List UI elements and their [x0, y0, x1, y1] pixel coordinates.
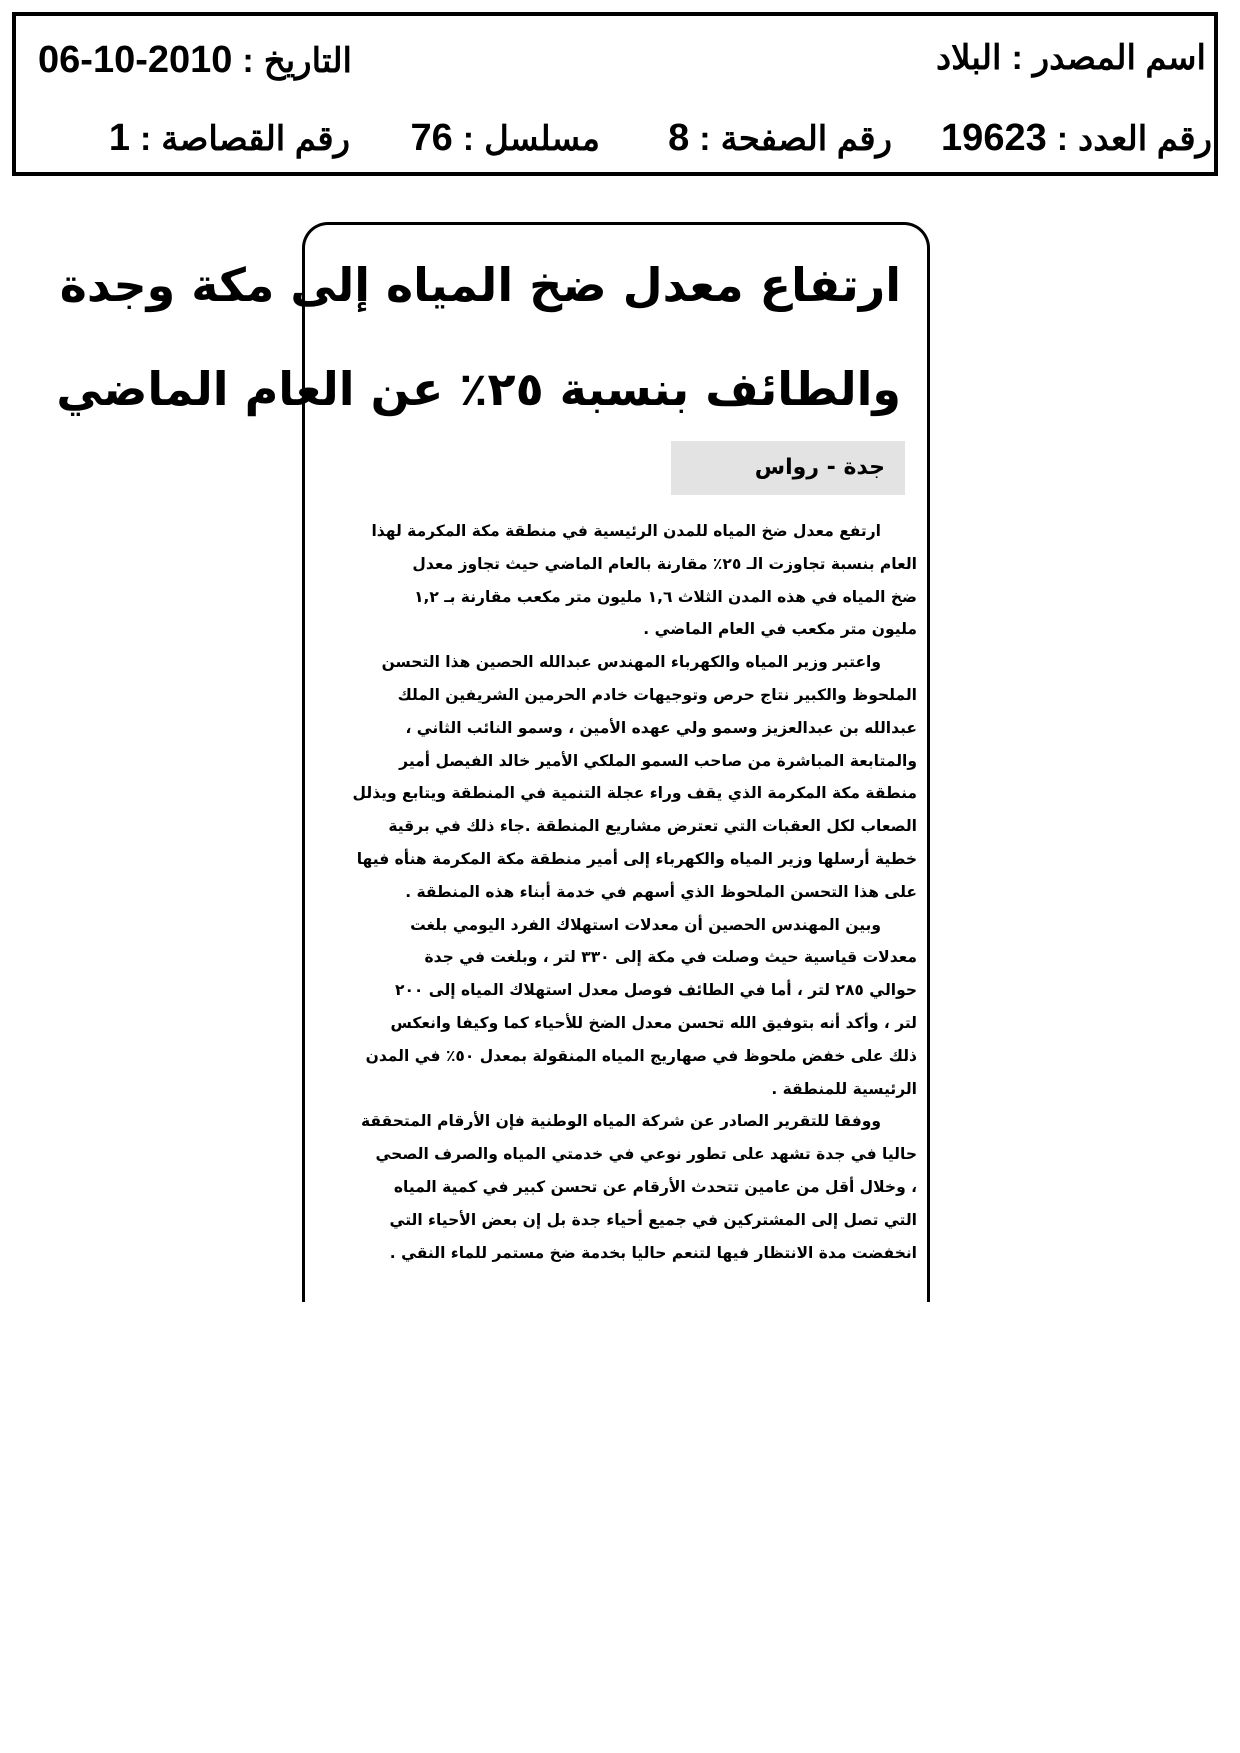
- date-field: التاريخ:2010-10-06: [38, 39, 353, 81]
- page-label: رقم الصفحة: [720, 120, 892, 158]
- body-line: الرئيسية للمنطقة .: [771, 1079, 917, 1098]
- article-clipping: [56, 222, 930, 1302]
- body-line: انخفضت مدة الانتظار فيها لتنعم حاليا بخدمة ضخ مستمر للماء النقي .: [389, 1243, 917, 1262]
- body-line: حاليا في جدة تشهد على تطور نوعي في خدمتي المياه والصرف الصحي: [375, 1145, 917, 1164]
- serial-label: مسلسل: [484, 120, 600, 158]
- body-line: ضخ المياه في هذه المدن الثلاث ١,٦ مليون متر مكعب مقارنة بـ ١,٢: [414, 587, 917, 606]
- body-line: لتر ، وأكد أنه بتوفيق الله تحسن معدل الضخ للأحياء كما وكيفا وانعكس: [390, 1013, 917, 1032]
- body-line: معدلات قياسية حيث وصلت في مكة إلى ٣٣٠ لتر ، وبلغت في جدة: [424, 948, 917, 967]
- body-line: الصعاب لكل العقبات التي تعترض مشاريع المنطقة .جاء ذلك في برقية: [388, 817, 917, 836]
- clipping-value: 1: [108, 117, 130, 159]
- page-field: رقم الصفحة:8: [668, 117, 892, 159]
- body-line: عبدالله بن عبدالعزيز وسمو ولي عهده الأمين ، وسمو النائب الثاني ،: [405, 718, 917, 737]
- clipping-field: رقم القصاصة:1: [108, 117, 350, 159]
- body-line: حوالي ٢٨٥ لتر ، أما في الطائف فوصل معدل استهلاك المياه إلى ٢٠٠: [395, 981, 917, 1000]
- headline-line-1: ارتفاع معدل ضخ المياه إلى مكة وجدة: [59, 258, 901, 312]
- body-line: على هذا التحسن الملحوظ الذي أسهم في خدمة أبناء هذه المنطقة .: [405, 882, 917, 901]
- serial-value: 76: [410, 117, 453, 159]
- date-label: التاريخ: [263, 42, 353, 80]
- body-line: منطقة مكة المكرمة الذي يقف وراء عجلة التنمية في المنطقة ويتابع ويذلل: [352, 784, 917, 803]
- body-line: ذلك على خفض ملحوظ في صهاريج المياه المنقولة بمعدل ٥٠٪ في المدن: [365, 1046, 917, 1065]
- body-line: مليون متر مكعب في العام الماضي .: [643, 620, 917, 639]
- body-line: التي تصل إلى المشتركين في جميع أحياء جدة بل إن بعض الأحياء التي: [389, 1210, 917, 1229]
- page-value: 8: [668, 117, 690, 159]
- body-line: ارتفع معدل ضخ المياه للمدن الرئيسية في منطقة مكة المكرمة لهذا: [371, 522, 881, 540]
- body-line: ، وخلال أقل من عامين تتحدث الأرقام عن تحسن كبير في كمية المياه: [393, 1177, 917, 1196]
- body-line: واعتبر وزير المياه والكهرباء المهندس عبدالله الحصين هذا التحسن: [381, 653, 881, 672]
- serial-field: مسلسل:76: [410, 117, 600, 159]
- body-line: والمتابعة المباشرة من صاحب السمو الملكي الأمير خالد الفيصل أمير: [399, 751, 917, 770]
- body-line: وبين المهندس الحصين أن معدلات استهلاك الفرد اليومي بلغت: [410, 915, 881, 934]
- date-value: 2010-10-06: [38, 39, 233, 81]
- clipping-label: رقم القصاصة: [161, 120, 350, 158]
- source-label: اسم المصدر: [1032, 39, 1206, 77]
- article-body: [315, 515, 917, 1269]
- source-value: البلاد: [935, 39, 1002, 77]
- issue-label: رقم العدد: [1078, 120, 1212, 158]
- body-line: الملحوظ والكبير نتاج حرص وتوجيهات خادم الحرمين الشريفين الملك: [397, 685, 917, 704]
- issue-field: رقم العدد:19623: [941, 117, 1212, 159]
- body-line: ووفقا للتقرير الصادر عن شركة المياه الوطنية فإن الأرقام المتحققة: [361, 1112, 881, 1131]
- issue-value: 19623: [941, 117, 1047, 159]
- byline: جدة - رواس: [671, 441, 905, 495]
- source-field: اسم المصدر:البلاد: [935, 39, 1206, 77]
- body-line: العام بنسبة تجاوزت الـ ٢٥٪ مقارنة بالعام الماضي حيث تجاوز معدل: [412, 554, 917, 573]
- headline-line-2: والطائف بنسبة ٢٥٪ عن العام الماضي: [56, 362, 901, 416]
- body-line: خطية أرسلها وزير المياه والكهرباء إلى أمير منطقة مكة المكرمة هنأه فيها: [356, 849, 917, 868]
